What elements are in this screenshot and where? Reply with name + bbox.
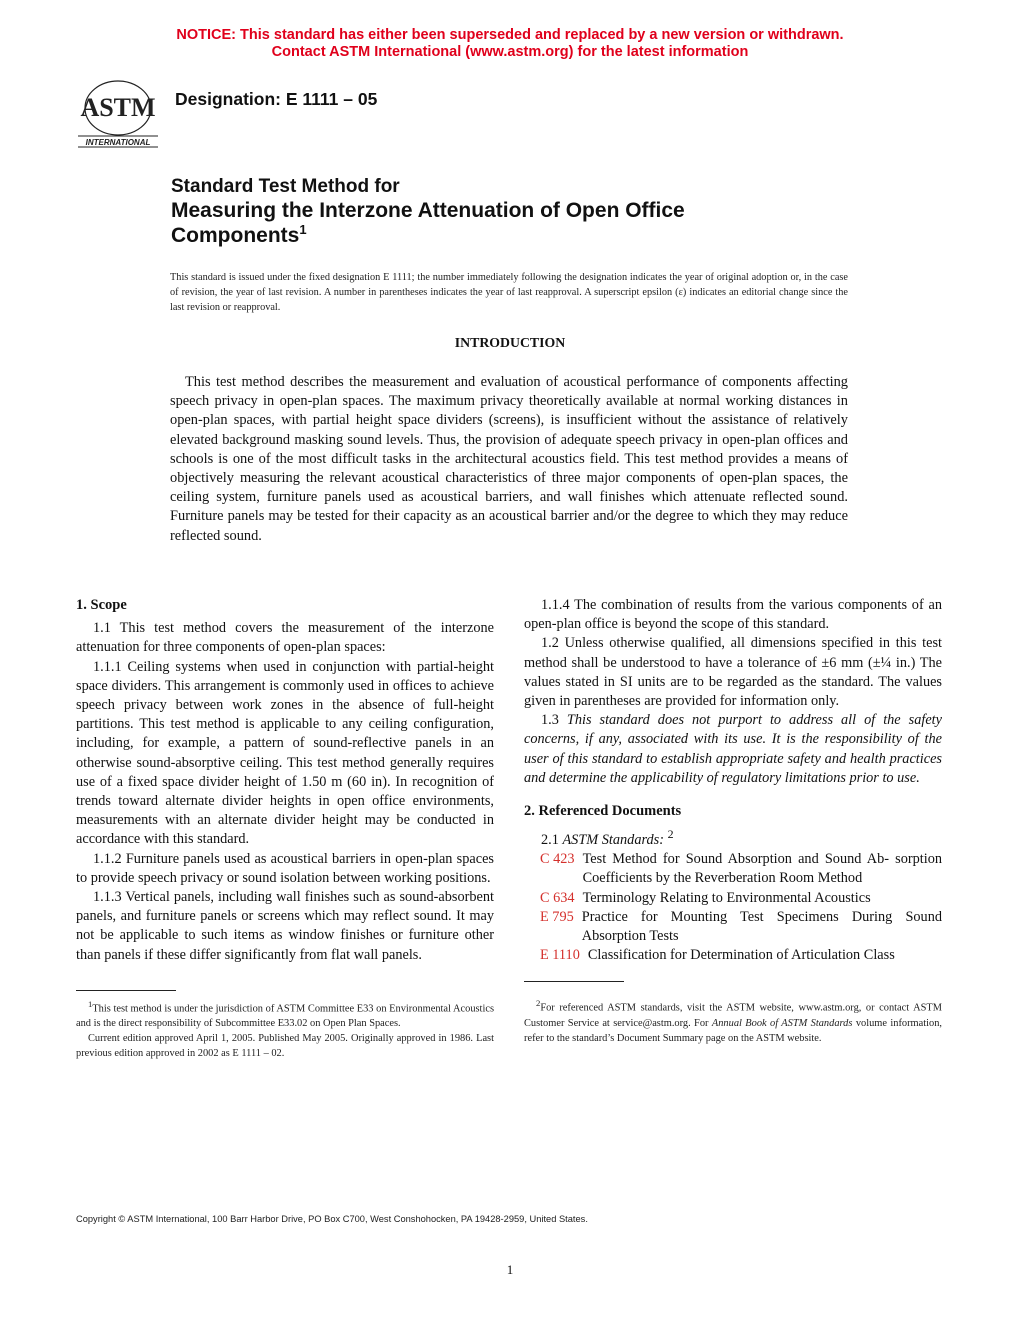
reference-code[interactable]: E 1110 xyxy=(540,947,580,964)
reference-title: Test Method for Sound Absorption and Sound Ab- xyxy=(582,851,889,868)
reference-code[interactable]: C 634 xyxy=(540,889,575,906)
footnote-rule-right xyxy=(524,981,624,982)
reference-title: Classification for Determination of Articulation xyxy=(587,947,861,964)
reference-item-c423[interactable] xyxy=(524,850,942,888)
reference-title: Terminology Relating to Environmental Acoustics xyxy=(582,889,871,906)
scope-1-1: 1.1 This test method covers the measurement of the interzone attenuation for three components of open-plan spaces: xyxy=(76,620,494,656)
introduction-heading: INTRODUCTION xyxy=(454,335,566,350)
footnote-1-text: This test method is under the jurisdiction of ASTM Committee E33 on Environmental Acoustics and is the direct responsibility of Subcommittee E33.02 on Open Plan Spaces. xyxy=(76,1003,494,1030)
scope-1-1-3: 1.1.3 Vertical panels, including wall finishes such as sound-absorbent panels, and furniture panels or screens which may reflect sound. It may not be applicable to such items as window finishes or furniture other than panels if these differ significantly from flat wall panels. xyxy=(76,889,494,963)
scope-1-2: 1.2 Unless otherwise qualified, all dimensions specified in this test method shall be understood to have a tolerance of ±6 mm (±¼ in.) The values stated in SI units are to be regarded as the standard. The values given in parentheses are provided for information only. xyxy=(524,635,942,710)
scope-1-1-1: 1.1.1 Ceiling systems when used in conjunction with partial-height space dividers. This arrangement is commonly used in offices to achieve speech privacy between work zones in the absence of full-height partitions. This test method is applicable to any ceiling configuration, including, for example, a pattern of sound-reflective panels in an otherwise sound-absorptive ceiling. This test method generally requires use of a fixed space divider height of 1.50 m (60 in). In recognition of trends toward alternate divider heights in open office environments, measurements with an alternate divider height may be conducted in accordance with this standard. xyxy=(76,658,494,848)
footnote-2-text-b: volume information, refer to the standard’s Document Summary page on the ASTM website. xyxy=(524,1017,943,1044)
astm-standards-footnote-mark: 2 xyxy=(667,827,674,842)
notice-line-2: Contact ASTM International (www.astm.org) for the latest information xyxy=(271,44,749,60)
astm-logo xyxy=(76,78,160,150)
designation: Designation: E 1111 – 05 xyxy=(175,89,378,109)
introduction-text: This test method describes the measurement and evaluation of acoustical performance of components affecting speech privacy in open-plan spaces. The maximum privacy theoretically available at normal working distances in open-plan spaces, with partial height space dividers (screens), is insufficient without the assistance of relatively elevated background masking sound levels. Thus, the provision of adequate speech privacy in open-plan offices and schools is one of the most difficult tasks in the architectural acoustics field. This test method provides a means of objectively measuring the relevant acoustical characteristics of three major components of open-plan spaces, the ceiling system, furniture panels used as acoustical barriers, and wall finishes which attenuate reflected sound. Furniture panels may be tested for their capacity as an acoustical barrier and/or the degree to which they may reduce reflected sound. xyxy=(170,374,848,544)
footnote-rule-left xyxy=(76,990,176,991)
astm-standards-label xyxy=(524,825,942,850)
reference-code[interactable]: E 795 xyxy=(540,908,574,925)
astm-standards-text: ASTM Standards: xyxy=(562,832,664,848)
footnote-2 xyxy=(524,996,942,1045)
logo-text: ASTM xyxy=(80,93,156,122)
footnote-2-book-title: Annual Book of ASTM Standards xyxy=(711,1017,853,1029)
title-footnote-mark: 1 xyxy=(299,222,307,237)
reference-item-e795[interactable] xyxy=(524,908,942,946)
scope-1-1-4: 1.1.4 The combination of results from the various components of an open-plan office is beyond the scope of this standard. xyxy=(524,597,942,633)
logo-subtext: INTERNATIONAL xyxy=(85,138,151,147)
footnote-2-text-a: For referenced ASTM standards, visit the ASTM website, www.astm.org, or contact ASTM Customer Service at service@astm.org. For xyxy=(524,1002,942,1029)
reference-title-cont: Absorption Tests xyxy=(581,928,679,945)
right-column xyxy=(524,596,942,1046)
scope-1-1-2: 1.1.2 Furniture panels used as acoustical barriers in open-plan spaces to provide speech privacy or sound isolation between working positions. xyxy=(76,850,494,886)
section-2-1-number: 2.1 xyxy=(541,832,559,848)
referenced-documents-heading: 2. Referenced Documents xyxy=(524,803,682,820)
supersede-notice xyxy=(0,27,1020,61)
reference-title: Practice for Mounting Test Specimens During Sound xyxy=(581,908,942,925)
scope-1-3-text: This standard does not purport to address all of the safety concerns, if any, associated with its use. It is the responsibility of the user of this standard to establish appropriate safety and health practices and determine the applicability of regulatory limitations prior to use. xyxy=(524,712,942,786)
reference-title-cont: sorption Coefficients by the Reverberation Room Method xyxy=(582,851,942,887)
footnote-2-mark: 2 xyxy=(536,998,541,1009)
page-number: 1 xyxy=(506,1262,514,1277)
left-column xyxy=(76,596,494,1061)
reference-code[interactable]: C 423 xyxy=(540,851,575,868)
copyright: Copyright © ASTM International, 100 Barr Harbor Drive, PO Box C700, West Conshohocken, PA 19428-2959, United States. xyxy=(76,1214,588,1224)
notice-line-1: NOTICE: This standard has either been superseded and replaced by a new version or withdrawn. xyxy=(176,27,844,43)
title-line-3: Components xyxy=(171,224,300,247)
footnote-1-edition: Current edition approved April 1, 2005. Published May 2005. Originally approved in 1986. Last previous edition approved in 2002 as E 1111 – 02. xyxy=(76,1033,494,1060)
footnote-1 xyxy=(76,997,494,1061)
scope-1-3-number: 1.3 xyxy=(541,712,559,729)
title-line-1: Standard Test Method for xyxy=(171,176,400,197)
reference-title-cont: Class xyxy=(863,947,895,964)
footnote-1-mark: 1 xyxy=(88,998,93,1009)
reference-item-c634[interactable] xyxy=(524,889,942,908)
scope-1-3 xyxy=(524,711,942,788)
reference-item-e1110[interactable] xyxy=(524,946,942,965)
issuance-statement: This standard is issued under the fixed designation E 1111; the number immediately following the designation indicates the year of original adoption or, in the case of revision, the year of last revision. A number in parentheses indicates the year of last reapproval. A superscript epsilon (ε) indicates an editorial change since the last revision or reapproval. xyxy=(170,272,848,313)
scope-heading: 1. Scope xyxy=(76,597,127,613)
title-line-2: Measuring the Interzone Attenuation of Open Office xyxy=(171,199,685,222)
document-title xyxy=(171,175,871,248)
